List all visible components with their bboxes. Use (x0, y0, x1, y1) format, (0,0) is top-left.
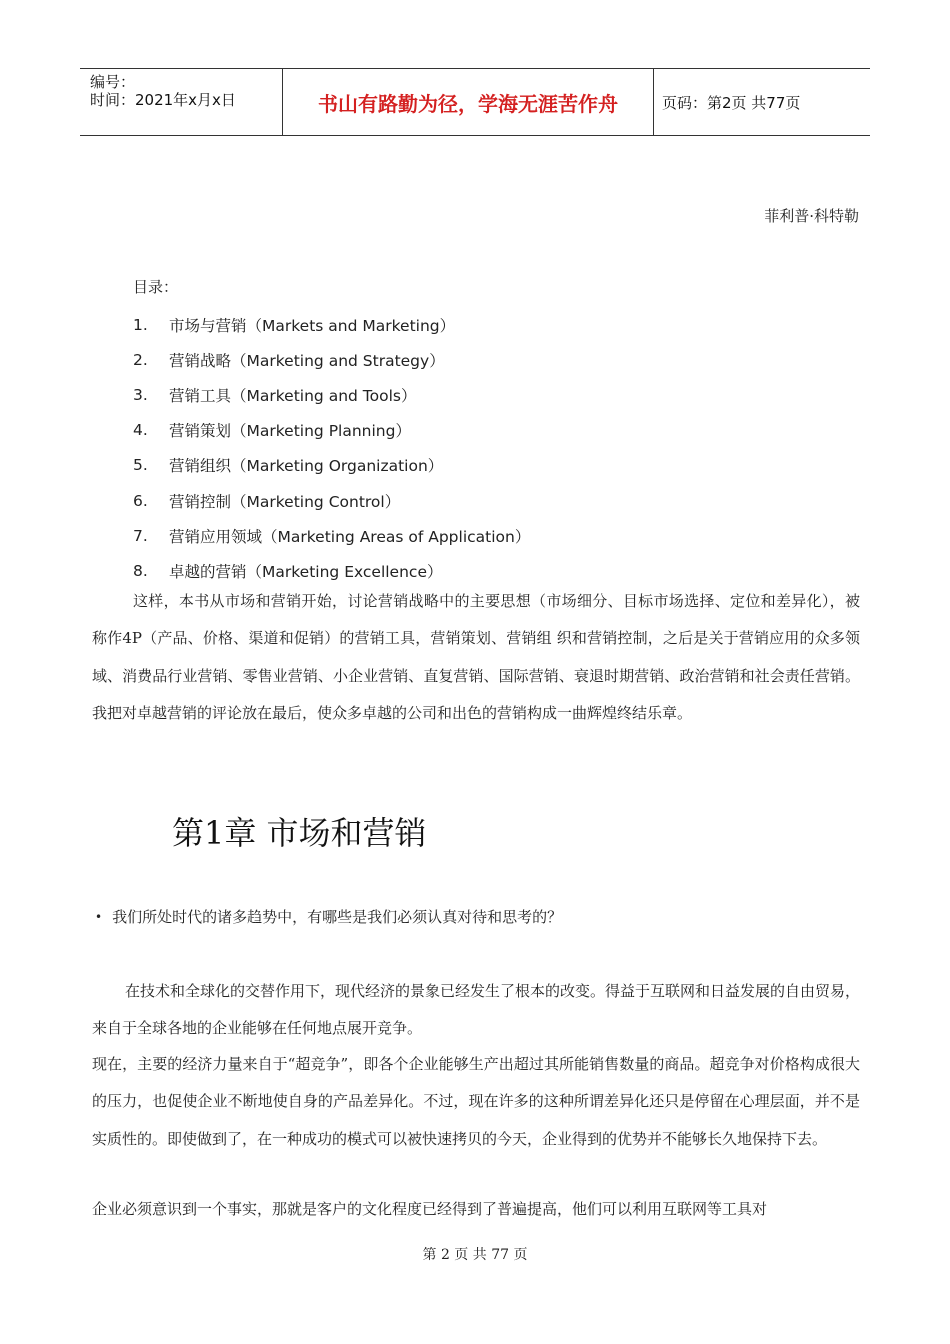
page-header (80, 68, 870, 136)
toc-item-en: （Marketing Organization） (231, 457, 444, 476)
body-paragraph-3: 企业必须意识到一个事实，那就是客户的文化程度已经得到了普遍提高，他们可以利用互联网等工具对 (92, 1200, 768, 1218)
toc-item (133, 342, 530, 377)
body-paragraph-2: 现在，主要的经济力量来自于“超竞争”，即各个企业能够生产出超过其所能销售数量的商品。超竞争对价格构成很大的压力，也促使企业不断地使自身的产品差异化。不过，现在许多的这种所谓差异化还只是停留在心理层面，并不是实质性的。即使做到了，在一种成功的模式可以被快速拷贝的今天，企业得到的优势并不能够长久地保持下去。 (92, 1055, 860, 1148)
chapter-title: 第1章 市场和营销 (172, 814, 427, 852)
toc-item-number: 1. (133, 315, 148, 334)
header-page-info: 页码：第2页 共77页 (662, 93, 801, 112)
header-time: 时间：2021年x月x日 (90, 91, 236, 109)
toc-item-cn: 营销应用领域 (169, 527, 263, 546)
toc-item-cn: 营销控制 (169, 492, 232, 511)
toc-item-number: 4. (133, 421, 148, 440)
toc-item (133, 307, 530, 342)
author-name: 菲利普·科特勒 (764, 207, 859, 225)
toc-item-number: 2. (133, 350, 148, 369)
toc-item (133, 483, 530, 518)
toc-item (133, 377, 530, 412)
toc-item-number: 5. (133, 456, 148, 475)
intro-paragraph: 这样，本书从市场和营销开始，讨论营销战略中的主要思想（市场细分、目标市场选择、定位和差异化），被称作4P（产品、价格、渠道和促销）的营销工具，营销策划、营销组 织和营销控制，之后是关于营销应用的众多领域、消费品行业营销、零售业营销、小企业营销、直复营销、国际营销、衰退时期营销、政治营销和社会责任营销。我把对卓越营销的评论放在最后，使众多卓越的公司和出色的营销构成一曲辉煌终结乐章。 (92, 592, 860, 723)
table-of-contents (133, 307, 530, 589)
toc-item-number: 8. (133, 561, 148, 580)
toc-item-en: （Markets and Marketing） (246, 316, 456, 335)
toc-item-cn: 营销策划 (169, 422, 232, 441)
header-meta (80, 69, 282, 135)
toc-title: 目录： (133, 278, 179, 296)
question-text: 我们所处时代的诸多趋势中，有哪些是我们必须认真对待和思考的？ (112, 908, 563, 926)
toc-item-en: （Marketing Excellence） (246, 562, 443, 581)
toc-item (133, 518, 530, 553)
toc-item-number: 7. (133, 526, 148, 545)
toc-item-cn: 营销组织 (169, 457, 232, 476)
toc-item-en: （Marketing Areas of Application） (262, 527, 531, 546)
toc-item-cn: 卓越的营销 (169, 562, 247, 581)
toc-item-cn: 营销工具 (169, 386, 232, 405)
toc-item-number: 3. (133, 385, 148, 404)
toc-item (133, 448, 530, 483)
toc-item (133, 413, 530, 448)
toc-item-en: （Marketing and Strategy） (231, 351, 445, 370)
body-paragraph-1: 在技术和全球化的交替作用下，现代经济的景象已经发生了根本的改变。得益于互联网和日益发展的自由贸易，来自于全球各地的企业能够在任何地点展开竞争。 (92, 982, 861, 1038)
question-bullet (95, 906, 562, 927)
toc-item-cn: 市场与营销 (169, 316, 247, 335)
header-motto: 书山有路勤为径，学海无涯苦作舟 (282, 69, 654, 135)
toc-item-number: 6. (133, 491, 148, 510)
page-footer: 第 2 页 共 77 页 (422, 1247, 528, 1263)
header-serial: 编号： (90, 73, 136, 91)
bullet-dot-icon: • (95, 909, 103, 924)
toc-item-en: （Marketing and Tools） (231, 386, 417, 405)
toc-item-cn: 营销战略 (169, 351, 232, 370)
toc-item-en: （Marketing Control） (231, 492, 401, 511)
toc-item-en: （Marketing Planning） (231, 422, 411, 441)
